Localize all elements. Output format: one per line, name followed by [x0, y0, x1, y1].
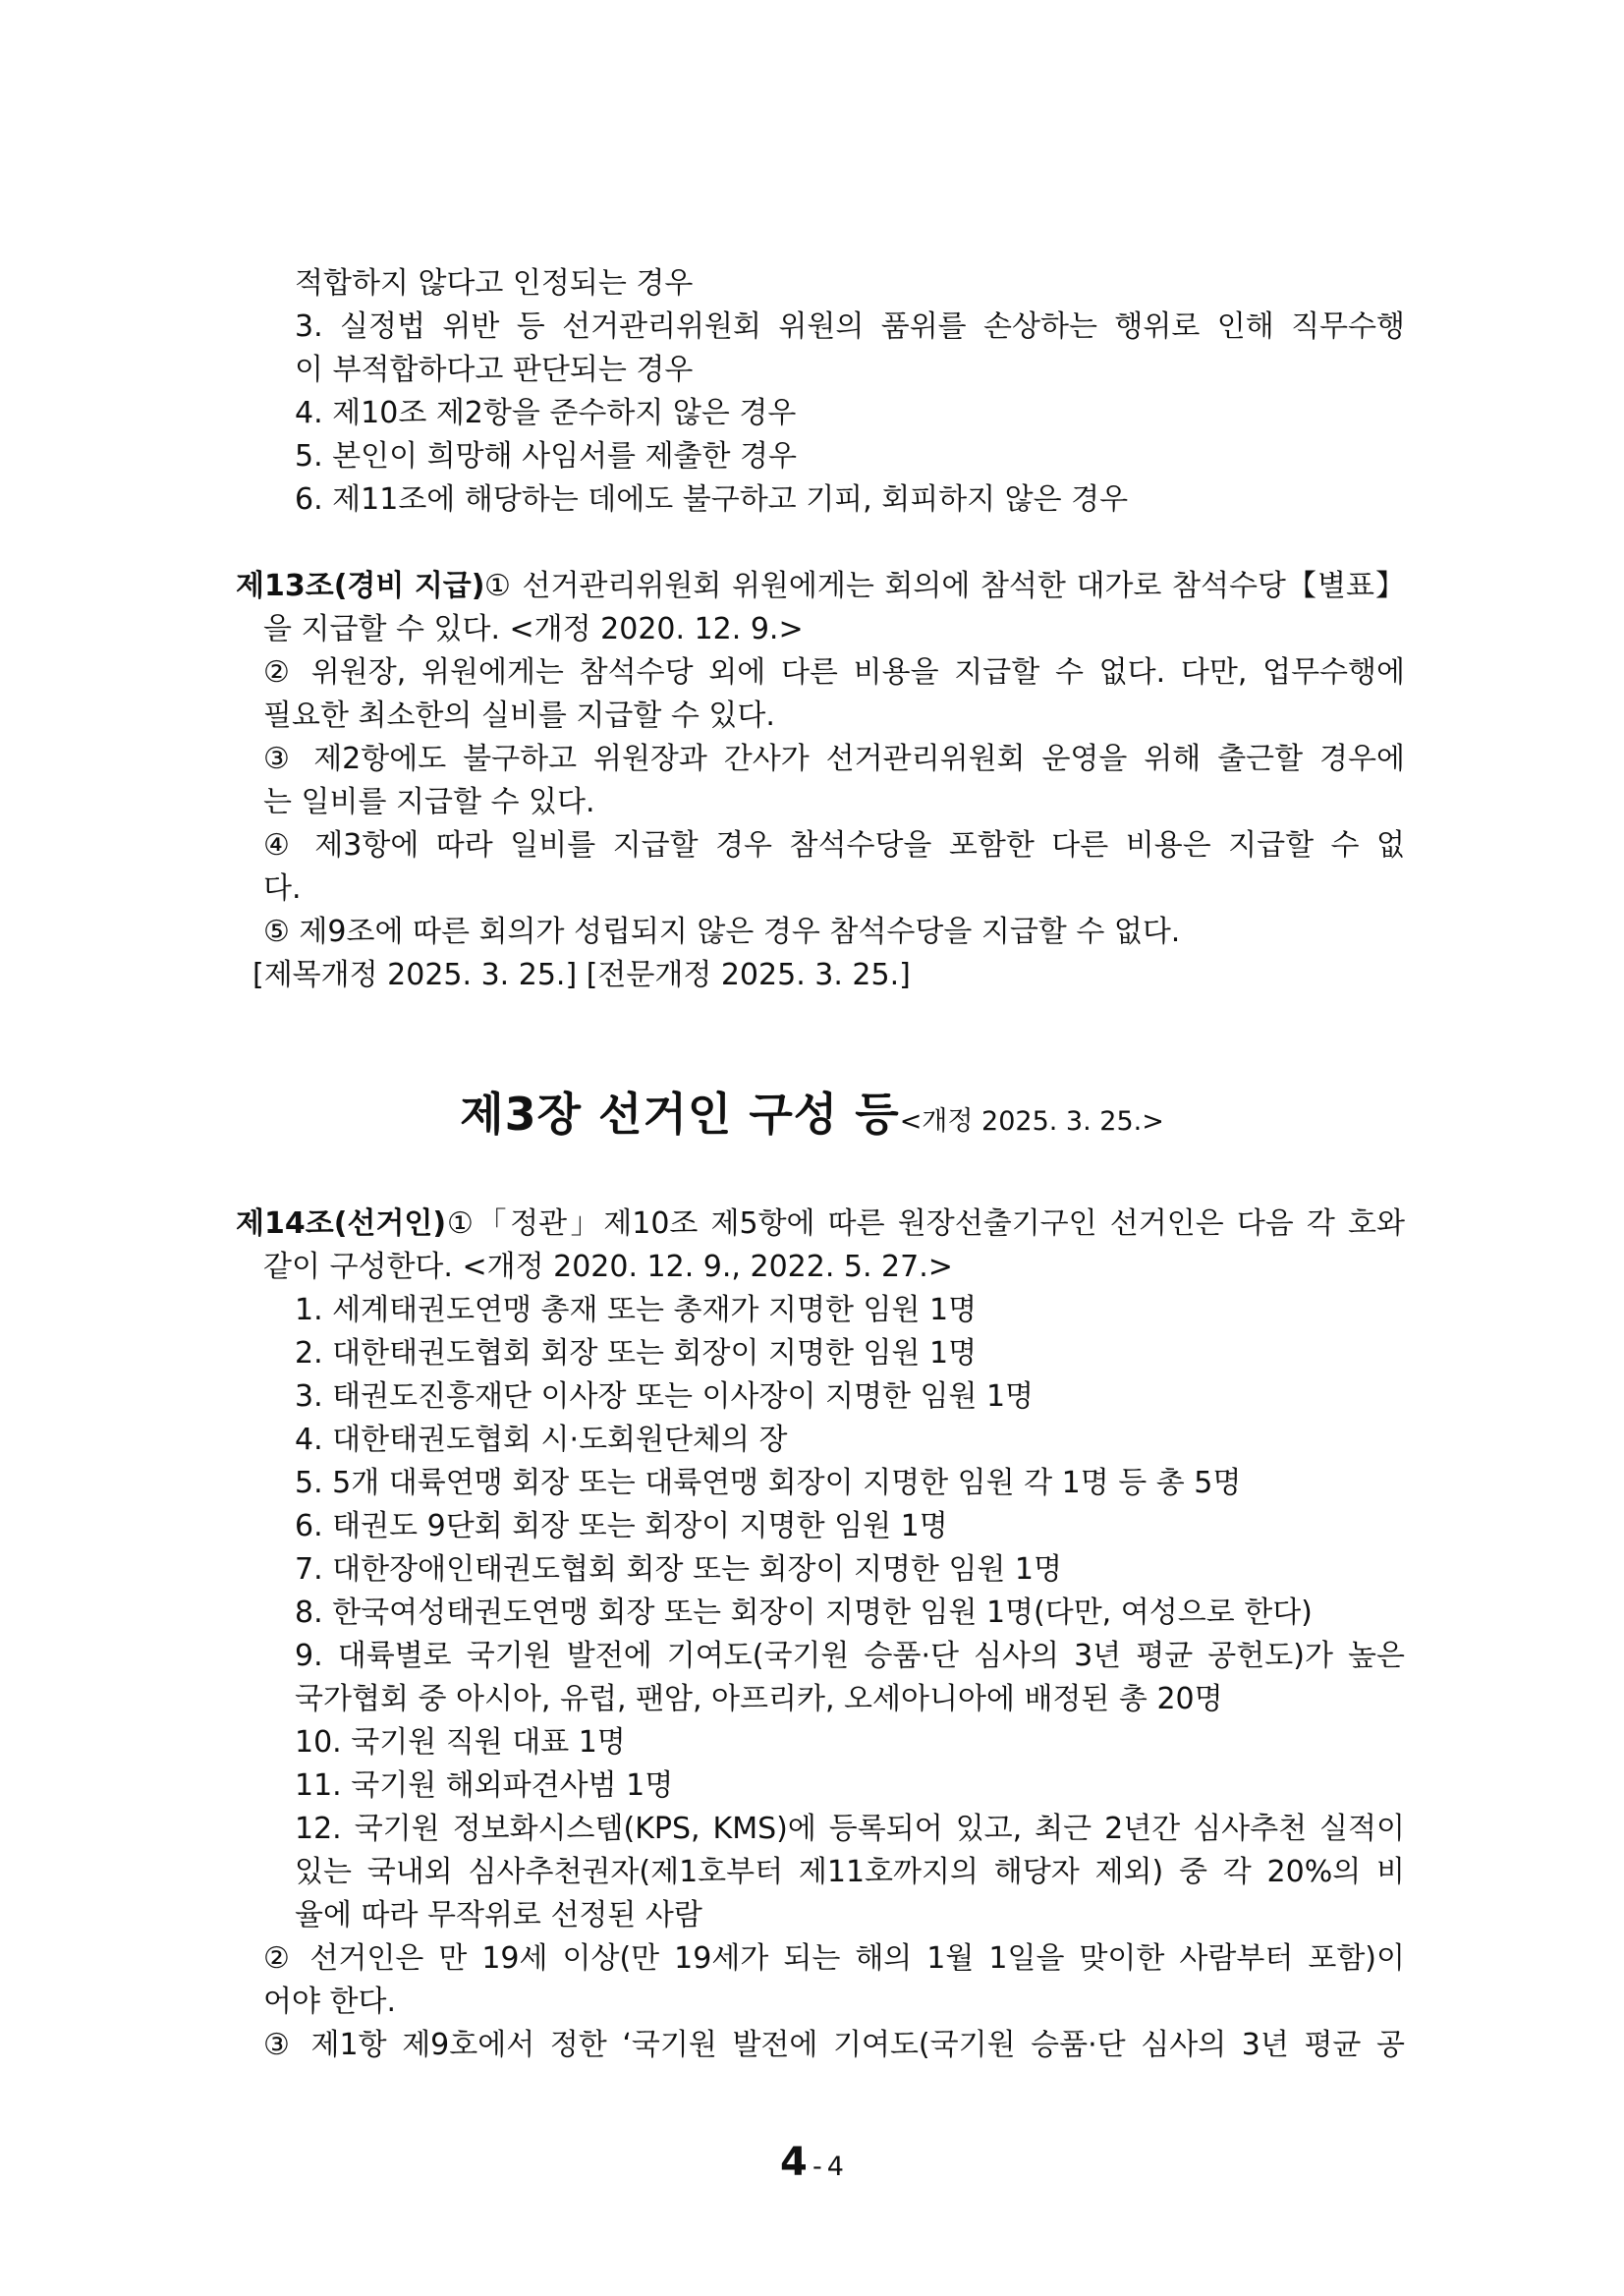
article-14-paragraph: 같이 구성한다. <개정 2020. 12. 9., 2022. 5. 27.>	[263, 1250, 953, 1284]
page-number-total: 4	[826, 2152, 844, 2182]
article-13-paragraph: 필요한 최소한의 실비를 지급할 수 있다.	[263, 699, 775, 733]
article-13-paragraph: 는 일비를 지급할 수 있다.	[263, 785, 595, 819]
list-item: 4. 대한태권도협회 시·도회원단체의 장	[295, 1423, 788, 1457]
list-item: 3. 태권도진흥재단 이사장 또는 이사장이 지명한 임원 1명	[295, 1379, 1035, 1414]
chapter-title-text: 제3장 선거인 구성 등	[460, 1088, 900, 1141]
article-13-heading: 제13조(경비 지급)	[236, 569, 485, 603]
article-13-paragraph: ① 선거관리위원회 위원에게는 회의에 참석한 대가로 참석수당【별표】	[484, 569, 1405, 603]
list-item: 10. 국기원 직원 대표 1명	[295, 1725, 626, 1760]
article-13-paragraph: ④ 제3항에 따라 일비를 지급할 경우 참석수당을 포함한 다른 비용은 지급할 수 없	[263, 828, 1405, 863]
article-14-heading: 제14조(선거인)	[236, 1206, 447, 1241]
list-item: 6. 제11조에 해당하는 데에도 불구하고 기피, 회피하지 않은 경우	[295, 482, 1129, 517]
page-number-separator: -	[812, 2152, 822, 2182]
article-13-paragraph: ② 위원장, 위원에게는 참석수당 외에 다른 비용을 지급할 수 없다. 다만, 업무수행에	[263, 655, 1405, 690]
article-14-paragraph: ③ 제1항 제9호에서 정한 ‘국기원 발전에 기여도(국기원 승품·단 심사의 3년 평균 공	[263, 2028, 1405, 2062]
list-item: 이 부적합하다고 판단되는 경우	[295, 353, 694, 387]
list-item: 6. 태권도 9단회 회장 또는 회장이 지명한 임원 1명	[295, 1509, 948, 1543]
article-13-paragraph: 을 지급할 수 있다. <개정 2020. 12. 9.>	[263, 612, 804, 646]
article-14-paragraph: 어야 한다.	[263, 1985, 396, 2019]
list-item: 12. 국기원 정보화시스템(KPS, KMS)에 등록되어 있고, 최근 2년간 심사추천 실적이	[295, 1812, 1405, 1846]
list-item: 8. 한국여성태권도연맹 회장 또는 회장이 지명한 임원 1명(다만, 여성으로 한다)	[295, 1596, 1313, 1630]
article-14-paragraph: ② 선거인은 만 19세 이상(만 19세가 되는 해의 1월 1일을 맞이한 사람부터 포함)이	[263, 1941, 1405, 1976]
list-item: 7. 대한장애인태권도협회 회장 또는 회장이 지명한 임원 1명	[295, 1552, 1063, 1587]
chapter-title	[0, 1079, 1624, 1144]
list-item: 율에 따라 무작위로 선정된 사람	[295, 1898, 702, 1932]
article-13-paragraph: ③ 제2항에도 불구하고 위원장과 간사가 선거관리위원회 운영을 위해 출근할 경우에	[263, 742, 1405, 776]
list-item: 9. 대륙별로 국기원 발전에 기여도(국기원 승품·단 심사의 3년 평균 공헌도)가 높은	[295, 1639, 1405, 1673]
list-item: 2. 대한태권도협회 회장 또는 회장이 지명한 임원 1명	[295, 1336, 978, 1371]
list-item: 5. 본인이 희망해 사임서를 제출한 경우	[295, 439, 798, 474]
list-item: 적합하지 않다고 인정되는 경우	[295, 266, 694, 301]
article-13-paragraph: 다.	[263, 871, 302, 906]
page-number	[0, 2140, 1624, 2185]
list-item: 5. 5개 대륙연맹 회장 또는 대륙연맹 회장이 지명한 임원 각 1명 등 총 5명	[295, 1466, 1242, 1500]
chapter-amendment: <개정 2025. 3. 25.>	[899, 1106, 1164, 1137]
list-item: 국가협회 중 아시아, 유럽, 팬암, 아프리카, 오세아니아에 배정된 총 20명	[295, 1682, 1223, 1716]
list-item: 4. 제10조 제2항을 준수하지 않은 경우	[295, 396, 797, 430]
amendment-note: [제목개정 2025. 3. 25.] [전문개정 2025. 3. 25.]	[252, 958, 911, 992]
page-number-current: 4	[780, 2140, 808, 2185]
list-item: 1. 세계태권도연맹 총재 또는 총재가 지명한 임원 1명	[295, 1293, 978, 1327]
article-13-paragraph: ⑤ 제9조에 따른 회의가 성립되지 않은 경우 참석수당을 지급할 수 없다.	[263, 915, 1181, 949]
list-item: 3. 실정법 위반 등 선거관리위원회 위원의 품위를 손상하는 행위로 인해 직무수행	[295, 309, 1405, 344]
list-item: 11. 국기원 해외파견사범 1명	[295, 1768, 674, 1803]
list-item: 있는 국내외 심사추천권자(제1호부터 제11호까지의 해당자 제외) 중 각 20%의 비	[295, 1855, 1405, 1889]
article-14-paragraph: ①「정관」제10조 제5항에 따른 원장선출기구인 선거인은 다음 각 호와	[447, 1206, 1405, 1241]
